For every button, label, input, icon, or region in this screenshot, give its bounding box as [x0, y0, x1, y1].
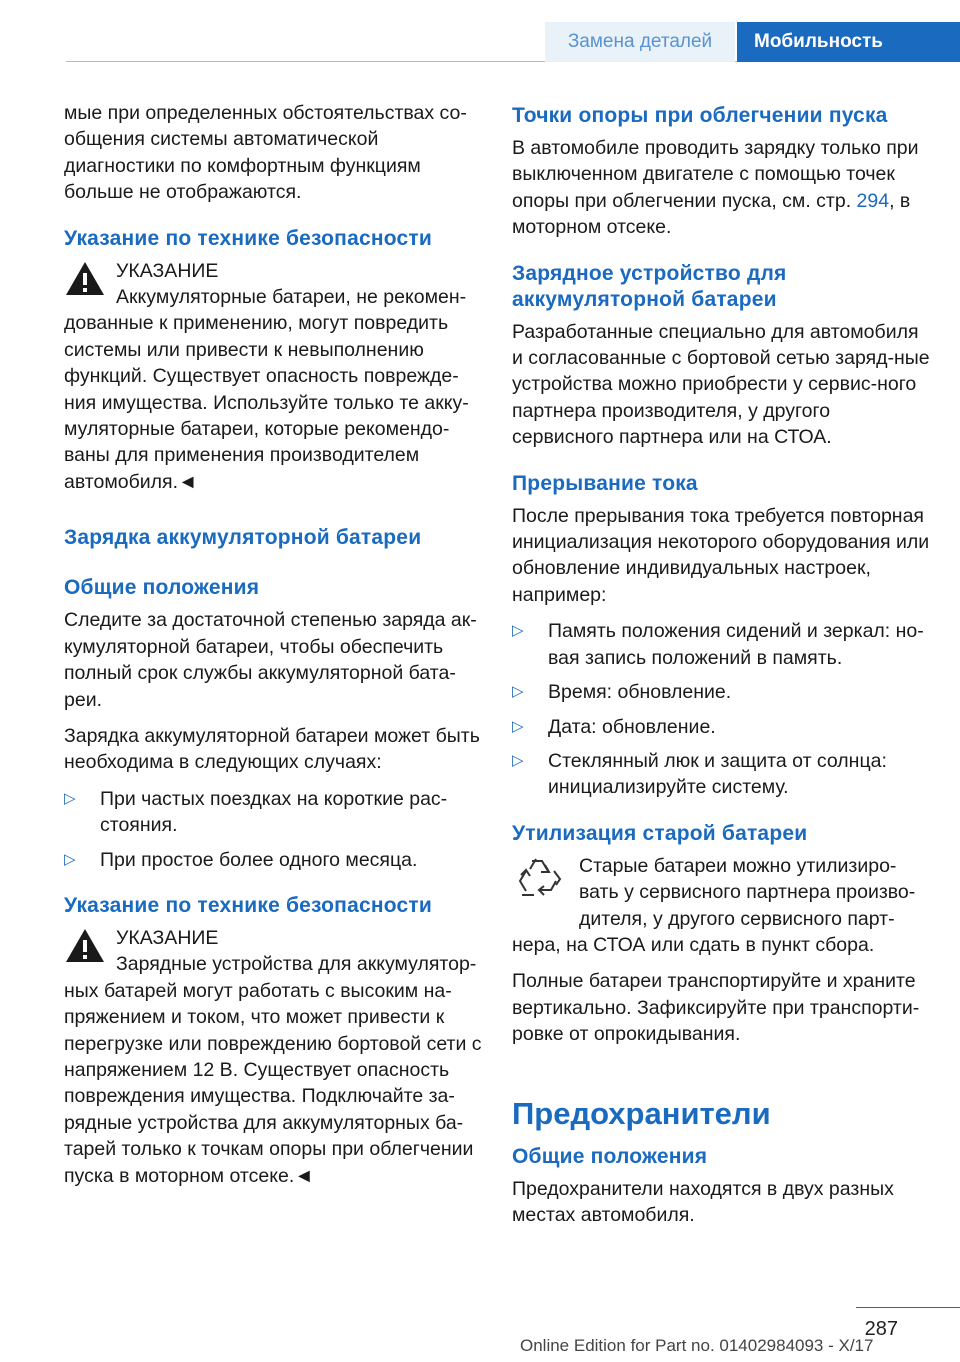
warning-text-2: ных батарей могут работать с высоким на-пряжением и током, что может привести к перегрузке или повреждению бортовой сети с напряжением 12 В. Существует опасность повреждения имущества. Подключайте за-рядные устройства для аккумуляторных ба-тарей только к точкам опоры при облегчении пуска в моторном отсеке.◄	[64, 979, 482, 1187]
disposal-line-4: нера, на СТОА или сдать в пункт сбора.	[512, 933, 875, 956]
list-item: ▷ Дата: обновление.	[512, 714, 932, 740]
general-heading: Общие положения	[64, 576, 260, 600]
warning-text-1: дованные к применению, могут повредить системы или привести к невыполнению функций. Существует опасность поврежде-ния имущества. Используйте только те акку-муляторные батареи, которые рекомендо-ваны для применения производителем автомобиля.◄	[64, 312, 469, 493]
warning-text-2-line1: Зарядные устройства для аккумулятор-	[116, 953, 477, 976]
recycle-icon	[512, 853, 564, 905]
charging-cases-list	[64, 786, 482, 873]
bullet-triangle-icon: ▷	[512, 622, 524, 640]
power-interruption-paragraph: После прерывания тока требуется повторная инициализация некоторого оборудования или обновление индивидуальных настроек, например:	[512, 504, 930, 606]
list-item: ▷ Время: обновление.	[512, 679, 932, 705]
warning-text-1-line1: Аккумуляторные батареи, не рекомен-	[116, 286, 467, 309]
general-paragraph-1: Следите за достаточной степенью заряда ак-кумуляторной батареи, чтобы обеспечить полный срок службы аккумуляторной бата-реи.	[64, 609, 477, 711]
warning-triangle-icon	[64, 260, 106, 297]
list-item: ▷ При частых поездках на короткие рас-стояния.	[64, 787, 448, 837]
fuses-paragraph: Предохранители находятся в двух разных местах автомобиля.	[512, 1177, 894, 1226]
right-column	[512, 100, 932, 1238]
bullet-triangle-icon: ▷	[512, 683, 524, 701]
list-item: ▷ Память положения сидений и зеркал: но-вая запись положений в память.	[512, 620, 924, 669]
tab-parts-replacement[interactable]: Замена деталей	[545, 22, 735, 62]
safety-heading-2: Указание по технике безопасности	[64, 893, 432, 917]
disposal-line-1: Старые батареи можно утилизиро-	[579, 854, 897, 877]
disposal-paragraph-2: Полные батареи транспортируйте и храните вертикально. Зафиксируйте при транспорти-ровке от опрокидывания.	[512, 970, 920, 1046]
jump-start-paragraph: В автомобиле проводить зарядку только при выключенном двигателе с помощью точек опоры при облегчении пуска, см. стр. 294, в моторном отсеке.	[512, 137, 919, 239]
warning-title-1: УКАЗАНИЕ	[116, 259, 219, 282]
tab-mobility[interactable]: Мобильность	[737, 22, 960, 62]
disposal-heading: Утилизация старой батареи	[512, 821, 808, 845]
fuses-general-heading: Общие положения	[512, 1144, 708, 1168]
general-paragraph-2: Зарядка аккумуляторной батареи может быть необходима в следующих случаях:	[64, 724, 480, 774]
charging-heading: Зарядка аккумуляторной батареи	[64, 526, 422, 550]
left-column	[64, 100, 482, 1199]
page-reference-link[interactable]: 294	[856, 189, 890, 212]
fuses-heading: Предохранители	[512, 1095, 771, 1131]
charger-paragraph: Разработанные специально для автомобиля и согласованные с бортовой сетью заряд-ные устройства можно приобрести у сервис-ного партнера производителя, у другого сервисного партнера или на СТОА.	[512, 320, 930, 449]
page-number: 287	[864, 1318, 898, 1340]
bullet-triangle-icon: ▷	[512, 717, 524, 735]
warning-block-1	[64, 258, 482, 496]
disposal-line-3: дителя, у другого сервисного парт-	[579, 907, 895, 930]
power-interruption-heading: Прерывание тока	[512, 471, 698, 495]
charger-heading: Зарядное устройство для аккумуляторной батареи	[512, 261, 787, 311]
bullet-triangle-icon: ▷	[64, 789, 76, 807]
bullet-triangle-icon: ▷	[512, 751, 524, 769]
list-item: ▷ При простое более одного месяца.	[64, 847, 482, 873]
disposal-line-2: вать у сервисного партнера произво-	[579, 881, 916, 904]
warning-block-2	[64, 925, 482, 1189]
list-item: ▷ Стеклянный люк и защита от солнца: инициализируйте систему.	[512, 749, 887, 799]
bullet-triangle-icon: ▷	[64, 850, 76, 868]
warning-triangle-icon	[64, 927, 106, 964]
disposal-block	[512, 853, 932, 959]
jump-start-heading: Точки опоры при облегчении пуска	[512, 104, 888, 127]
warning-title-2: УКАЗАНИЕ	[116, 926, 219, 949]
edition-label: Online Edition for Part no. 01402984093 - X/17	[520, 1336, 874, 1355]
footer-rule	[856, 1307, 960, 1308]
intro-paragraph: мые при определенных обстоятельствах со-общения системы автоматической диагностики по комфортным функциям больше не отображаются.	[64, 102, 467, 204]
safety-heading-1: Указание по технике безопасности	[64, 226, 432, 250]
power-interruption-list	[512, 618, 932, 800]
